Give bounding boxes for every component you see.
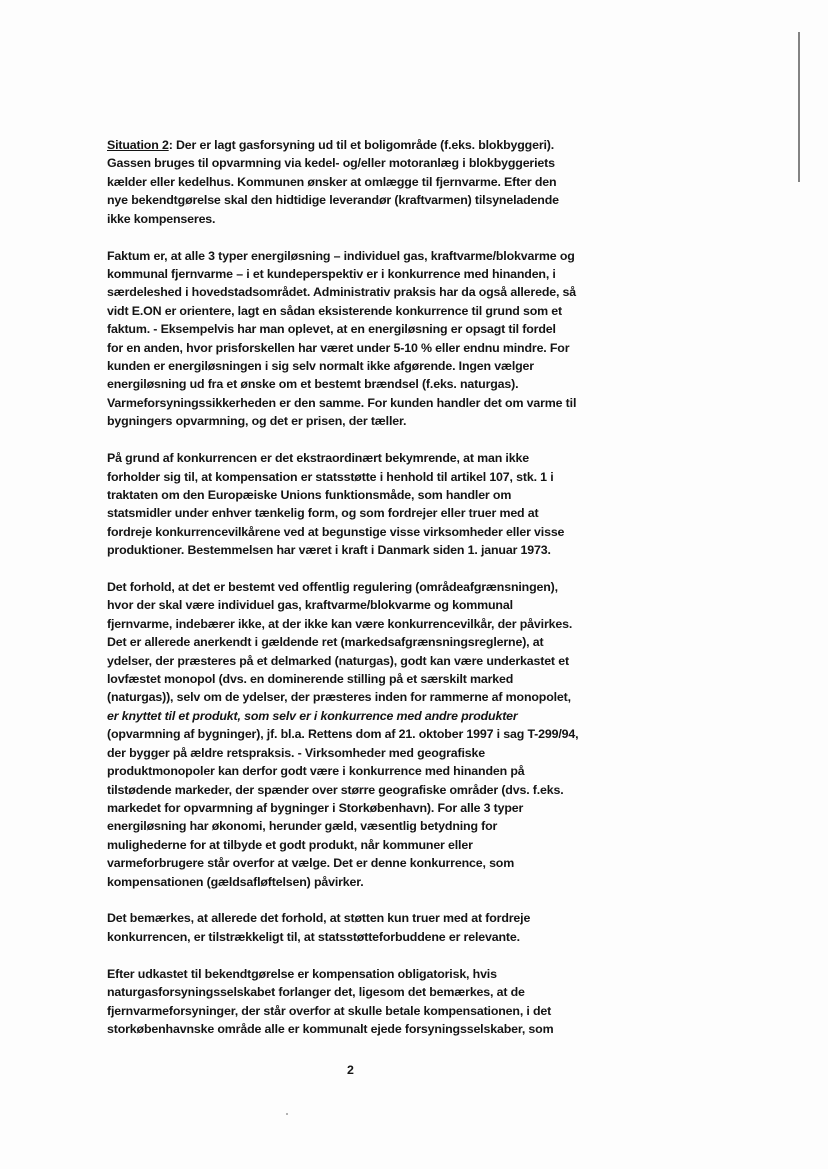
text-line	[107, 873, 707, 891]
text-line	[107, 578, 707, 596]
text-line	[107, 173, 707, 191]
text-line	[107, 357, 707, 375]
text-line	[107, 541, 707, 559]
text-line	[107, 799, 707, 817]
paragraph-6	[107, 965, 707, 1039]
text-run: (naturgas)), selv om de ydelser, der præsteres inden for rammerne af monopolet,	[107, 690, 571, 705]
text-run: hvor der skal være individuel gas, kraftvarme/blokvarme og kommunal	[107, 598, 513, 613]
text-run: energiløsning ud fra et ønske om et bestemt brændsel (f.eks. naturgas).	[107, 377, 519, 392]
text-line	[107, 652, 707, 670]
text-line	[107, 688, 707, 706]
text-line	[107, 320, 707, 338]
text-run: nye bekendtgørelse skal den hidtidige leverandør (kraftvarmen) tilsyneladende	[107, 193, 559, 208]
text-run: Det forhold, at det er bestemt ved offentlig regulering (områdeafgrænsningen),	[107, 580, 558, 595]
text-line	[107, 136, 707, 154]
text-line	[107, 817, 707, 835]
text-line	[107, 191, 707, 209]
text-run: kommunal fjernvarme – i et kundeperspektiv er i konkurrence med hinanden, i	[107, 266, 556, 281]
text-run: ydelser, der præsteres på et delmarked (naturgas), godt kan være underkastet et	[107, 653, 569, 668]
text-line	[107, 302, 707, 320]
text-run: ikke kompenseres.	[107, 211, 216, 226]
text-line	[107, 1002, 707, 1020]
text-run: tilstødende markeder, der spænder over større geografiske områder (dvs. f.eks.	[107, 782, 564, 797]
text-line	[107, 725, 707, 743]
paragraph-5	[107, 909, 707, 946]
text-line	[107, 394, 707, 412]
text-line	[107, 965, 707, 983]
text-line	[107, 854, 707, 872]
text-line	[107, 707, 707, 725]
text-run: fordreje konkurrencevilkårene ved at begunstige visse virksomheder eller visse	[107, 524, 565, 539]
text-line	[107, 909, 707, 927]
text-line	[107, 247, 707, 265]
text-line	[107, 836, 707, 854]
text-run: fjernvarme, indebærer ikke, at der ikke kan være konkurrencevilkår, der påvirkes.	[107, 616, 573, 631]
text-run: kælder eller kedelhus. Kommunen ønsker at omlægge til fjernvarme. Efter den	[107, 174, 557, 189]
text-run: for en anden, hvor prisforskellen har været under 5-10 % eller endnu mindre. For	[107, 340, 570, 355]
text-run: faktum. - Eksempelvis har man oplevet, at en energiløsning er opsagt til fordel	[107, 322, 556, 337]
text-line	[107, 633, 707, 651]
text-run: produktioner. Bestemmelsen har været i kraft i Danmark siden 1. januar 1973.	[107, 543, 551, 558]
text-line	[107, 928, 707, 946]
text-run: : Der er lagt gasforsyning ud til et boligområde (f.eks. blokbyggeri).	[168, 138, 555, 152]
text-line	[107, 339, 707, 357]
text-run: bygningers opvarmning, og det er prisen, der tæller.	[107, 414, 407, 429]
text-run: der bygger på ældre retspraksis. - Virksomheder med geografiske	[107, 745, 486, 760]
paragraph-3	[107, 449, 707, 559]
text-run: kompensationen (gældsafløftelsen) påvirker.	[107, 874, 364, 889]
text-run: vidt E.ON er orientere, lagt en sådan eksisterende konkurrence til grund som et	[107, 303, 563, 318]
text-run: (opvarmning af bygninger), jf. bl.a. Rettens dom af 21. oktober 1997 i sag T-299/94,	[107, 727, 579, 742]
text-run: Faktum er, at alle 3 typer energiløsning – individuel gas, kraftvarme/blokvarme og	[107, 248, 575, 263]
text-line	[107, 615, 707, 633]
text-line	[107, 154, 707, 172]
text-line	[107, 468, 707, 486]
text-line	[107, 283, 707, 301]
text-run: Varmeforsyningssikkerheden er den samme. For kunden handler det om varme til	[107, 395, 577, 410]
text-run: Det er allerede anerkendt i gældende ret (markedsafgrænsningsreglerne), at	[107, 635, 544, 650]
text-line	[107, 486, 707, 504]
section-heading: Situation 2	[107, 138, 169, 152]
text-run: Gassen bruges til opvarmning via kedel- og/eller motoranlæg i blokbyggeriets	[107, 156, 555, 171]
text-run: fjernvarmeforsyninger, der står overfor at skulle betale kompensationen, i det	[107, 1003, 552, 1018]
text-run: varmeforbrugere står overfor at vælge. Det er denne konkurrence, som	[107, 856, 515, 871]
text-line	[107, 265, 707, 283]
text-run: statsmidler under enhver tænkelig form, og som fordrejer eller truer med at	[107, 506, 539, 521]
text-line	[107, 744, 707, 762]
text-run: energiløsning har økonomi, herunder gæld, væsentlig betydning for	[107, 819, 498, 834]
text-run: traktaten om den Europæiske Unions funktionsmåde, som handler om	[107, 487, 512, 502]
body-text	[107, 136, 707, 1057]
scan-edge-mark	[798, 32, 800, 182]
text-run: forholder sig til, at kompensation er statsstøtte i henhold til artikel 107, stk. 1 i	[107, 469, 554, 484]
text-run: konkurrencen, er tilstrækkeligt til, at statsstøtteforbuddene er relevante.	[107, 929, 520, 944]
text-run: naturgasforsyningsselskabet forlanger det, ligesom det bemærkes, at de	[107, 985, 525, 1000]
text-line	[107, 596, 707, 614]
text-run: Efter udkastet til bekendtgørelse er kompensation obligatorisk, hvis	[107, 966, 497, 981]
text-line	[107, 1020, 707, 1038]
text-run: På grund af konkurrencen er det ekstraordinært bekymrende, at man ikke	[107, 451, 529, 466]
text-run: storkøbenhavnske område alle er kommunalt ejede forsyningsselskaber, som	[107, 1021, 554, 1036]
text-run: lovfæstet monopol (dvs. en dominerende stilling på et særskilt marked	[107, 672, 514, 687]
scan-speck	[286, 1113, 288, 1115]
text-line	[107, 523, 707, 541]
text-line	[107, 210, 707, 228]
emphasis-text: er knyttet til et produkt, som selv er i konkurrence med andre produkter	[107, 708, 518, 723]
text-line	[107, 762, 707, 780]
text-line	[107, 983, 707, 1001]
text-run: kunden er energiløsningen i sig selv normalt ikke afgørende. Ingen vælger	[107, 358, 534, 373]
text-run: produktmonopoler kan derfor godt være i konkurrence med hinanden på	[107, 764, 525, 779]
text-run: særdeleshed i hovedstadsområdet. Administrativ praksis har da også allerede, så	[107, 285, 577, 300]
text-line	[107, 670, 707, 688]
text-line	[107, 781, 707, 799]
paragraph-2	[107, 247, 707, 431]
text-line	[107, 412, 707, 430]
text-line	[107, 375, 707, 393]
paragraph-1	[107, 136, 707, 228]
text-run: Det bemærkes, at allerede det forhold, at støtten kun truer med at fordreje	[107, 911, 531, 926]
text-line	[107, 449, 707, 467]
text-run: markedet for opvarmning af bygninger i Storkøbenhavn). For alle 3 typer	[107, 800, 524, 815]
paragraph-4	[107, 578, 707, 891]
text-line	[107, 504, 707, 522]
page-number: 2	[347, 1063, 354, 1077]
text-run: mulighederne for at tilbyde et godt produkt, når kommuner eller	[107, 837, 473, 852]
